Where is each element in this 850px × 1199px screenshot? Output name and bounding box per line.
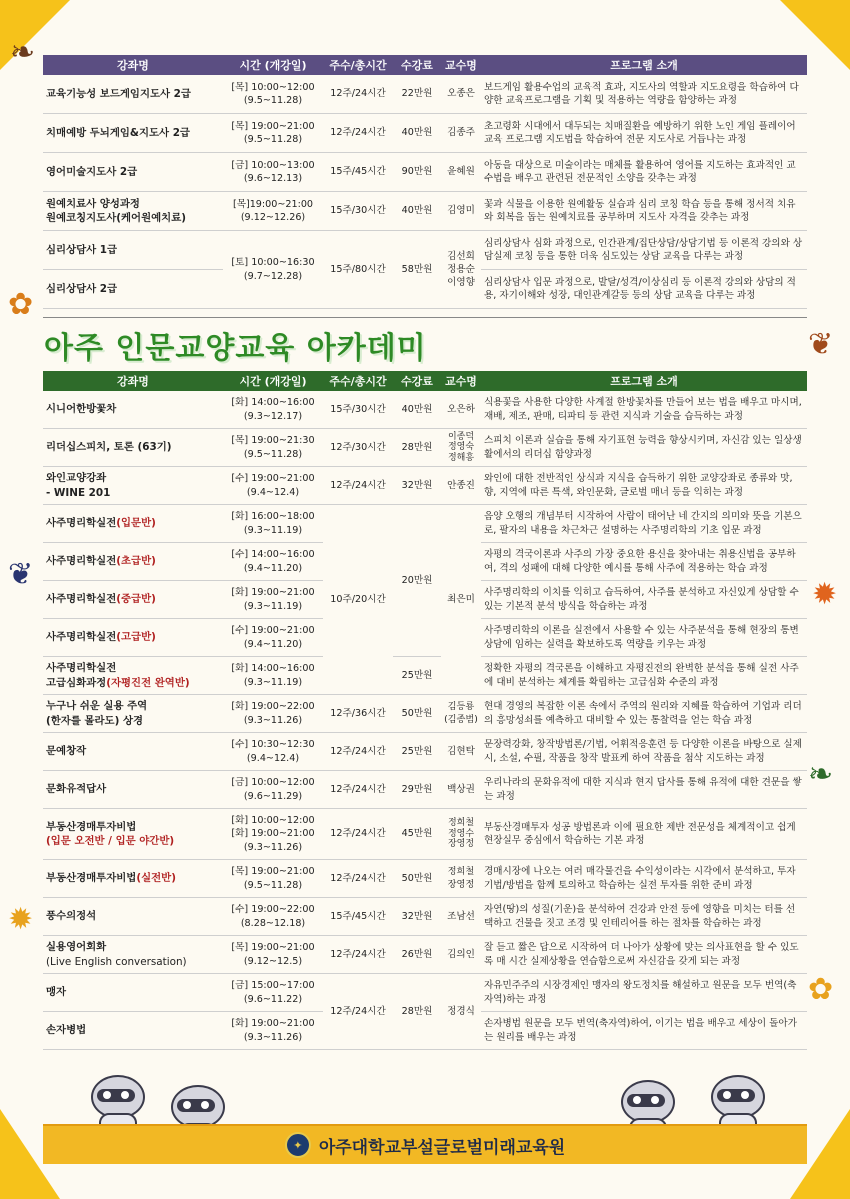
course-desc: 자평의 격국이론과 사주의 가장 중요한 용신을 찾아내는 취용신법을 공부하여, 격의 성패에 대해 다양한 예시를 통해 사주에 적용하는 학습 과정 xyxy=(481,543,807,581)
col-header: 프로그램 소개 xyxy=(481,55,807,75)
course-time: [토] 10:00~16:30 (9.7~12.28) xyxy=(223,231,323,309)
course-prof: 조남선 xyxy=(441,898,481,936)
course-desc: 초고령화 시대에서 대두되는 치매질환을 예방하기 위한 노인 게임 플레이어 교육 프로그램 지도법을 학습하여 전문 지도사로 거듭나는 과정 xyxy=(481,114,807,153)
humanities-course-table xyxy=(43,371,807,1050)
course-time: [목] 19:00~21:00 (9.12~12.5) xyxy=(223,936,323,974)
table-row xyxy=(43,695,807,733)
table-row xyxy=(43,657,807,695)
course-fee: 32만원 xyxy=(393,898,441,936)
course-fee: 32만원 xyxy=(393,467,441,505)
table-row xyxy=(43,809,807,860)
course-prof: 김등룡 (김종범) xyxy=(441,695,481,733)
course-name: 심리상담사 2급 xyxy=(43,270,223,309)
course-prof: 안종진 xyxy=(441,467,481,505)
table-row xyxy=(43,192,807,231)
certificate-course-table xyxy=(43,55,807,309)
course-prof: 정희철 장영정 xyxy=(441,860,481,898)
course-weeks: 15주/30시간 xyxy=(323,192,393,231)
course-name: 사주명리학실전(입문반) xyxy=(43,505,223,543)
table-row xyxy=(43,898,807,936)
course-weeks: 12주/24시간 xyxy=(323,860,393,898)
col-header: 주수/총시간 xyxy=(323,371,393,391)
course-time: [목] 19:00~21:30 (9.5~11.28) xyxy=(223,429,323,467)
course-name: 사주명리학실전(초급반) xyxy=(43,543,223,581)
course-fee: 25만원 xyxy=(393,657,441,695)
course-prof: 이종덕 정영숙 정해흥 xyxy=(441,429,481,467)
footer-banner xyxy=(43,1124,807,1164)
course-weeks: 12주/36시간 xyxy=(323,695,393,733)
course-time: [수] 19:00~21:00 (9.4~12.4) xyxy=(223,467,323,505)
university-seal-icon: ✦ xyxy=(285,1132,311,1158)
course-name: 교육기능성 보드게임지도사 2급 xyxy=(43,75,223,114)
course-time: [목] 19:00~21:00 (9.5~11.28) xyxy=(223,860,323,898)
course-name: 부동산경매투자비법 (입문 오전반 / 입문 야간반) xyxy=(43,809,223,860)
course-weeks: 15주/45시간 xyxy=(323,898,393,936)
course-weeks: 15주/30시간 xyxy=(323,391,393,429)
table-row xyxy=(43,974,807,1012)
leaf-icon: ❦ xyxy=(8,557,34,592)
course-name: 사주명리학실전(고급반) xyxy=(43,619,223,657)
course-time: [화] 14:00~16:00 (9.3~11.19) xyxy=(223,657,323,695)
table-row xyxy=(43,391,807,429)
course-weeks: 12주/24시간 xyxy=(323,733,393,771)
col-header: 프로그램 소개 xyxy=(481,371,807,391)
col-header: 시간 (개강일) xyxy=(223,371,323,391)
course-name: 손자병법 xyxy=(43,1012,223,1050)
course-prof: 오은하 xyxy=(441,391,481,429)
course-desc: 손자병법 원문을 모두 번역(축자역)하여, 이기는 법을 배우고 세상이 돌아가는 원리를 배우는 과정 xyxy=(481,1012,807,1050)
course-time: [수] 14:00~16:00 (9.4~11.20) xyxy=(223,543,323,581)
table-row xyxy=(43,153,807,192)
course-desc: 자연(땅)의 성질(기운)을 분석하여 건강과 안전 등에 영향을 미치는 터를 선택하고 건물을 짓고 조경 및 인테리어를 하는 절차를 학습하는 과정 xyxy=(481,898,807,936)
course-desc: 우리나라의 문화유적에 대한 지식과 현지 답사를 통해 유적에 대한 견문을 쌓는 과정 xyxy=(481,771,807,809)
course-name: 부동산경매투자비법(실전반) xyxy=(43,860,223,898)
course-prof: 김종주 xyxy=(441,114,481,153)
course-desc: 경매시장에 나오는 여러 매각물건을 수익성이라는 시각에서 분석하고, 투자기법/방법을 함께 토의하고 학습하는 실전 투자를 위한 준비 과정 xyxy=(481,860,807,898)
course-time: [금] 15:00~17:00 (9.6~11.22) xyxy=(223,974,323,1012)
table-row xyxy=(43,231,807,270)
course-time: [화] 16:00~18:00 (9.3~11.19) xyxy=(223,505,323,543)
course-name: 누구나 쉬운 실용 주역 (한자를 몰라도) 상경 xyxy=(43,695,223,733)
course-fee: 25만원 xyxy=(393,733,441,771)
course-prof: 김현탁 xyxy=(441,733,481,771)
col-header: 주수/총시간 xyxy=(323,55,393,75)
course-desc: 심리상담사 심화 과정으로, 인간관계/집단상담/상담기법 등 이론적 강의와 상담실제 코칭 등을 통한 더욱 심도있는 상담 교육을 다루는 과정 xyxy=(481,231,807,270)
leaf-icon: ✹ xyxy=(8,902,34,937)
course-time: [목] 19:00~21:00 (9.5~11.28) xyxy=(223,114,323,153)
table-row xyxy=(43,936,807,974)
course-name: 문예창작 xyxy=(43,733,223,771)
table-row xyxy=(43,429,807,467)
course-desc: 식용꽃을 사용한 다양한 사계절 한방꽃차를 만들어 보는 법을 배우고 마시며, 재배, 제조, 판매, 티파티 등 관련 지식과 기술을 습득하는 과정 xyxy=(481,391,807,429)
course-desc: 보드게임 활용수업의 교육적 효과, 지도사의 역할과 지도요령을 학습하여 다양한 교육프로그램을 기획 및 적용하는 역량을 함양하는 과정 xyxy=(481,75,807,114)
course-desc: 자유민주주의 시장경제인 맹자의 왕도정치를 해설하고 원문을 모두 번역(축자역)하는 과정 xyxy=(481,974,807,1012)
course-fee: 40만원 xyxy=(393,114,441,153)
course-prof: 김영미 xyxy=(441,192,481,231)
course-fee: 40만원 xyxy=(393,391,441,429)
course-time: [금] 10:00~12:00 (9.6~11.29) xyxy=(223,771,323,809)
course-time: [화] 14:00~16:00 (9.3~12.17) xyxy=(223,391,323,429)
course-desc: 잘 듣고 짧은 답으로 시작하여 더 나아가 상황에 맞는 의사표현을 할 수 있도록 매 시간 실제상황을 연습함으로써 자신감을 갖게 되는 과정 xyxy=(481,936,807,974)
course-time: [목]19:00~21:00 (9.12~12.26) xyxy=(223,192,323,231)
course-desc: 사주명리학의 이치를 익히고 습득하여, 사주를 분석하고 자신있게 상담할 수 있는 기본적 분석 방식을 학습하는 과정 xyxy=(481,581,807,619)
leaf-icon: ✿ xyxy=(8,287,34,322)
leaf-icon: ❦ xyxy=(808,327,834,362)
course-weeks: 12주/24시간 xyxy=(323,75,393,114)
course-weeks: 12주/24시간 xyxy=(323,974,393,1050)
table-row xyxy=(43,733,807,771)
course-desc: 문장력강화, 창작방법론/기법, 어휘적응훈련 등 다양한 이론을 바탕으로 실제 시, 소설, 수필, 작품을 창작 발표케 하여 작품을 첨삭 지도하는 과정 xyxy=(481,733,807,771)
course-desc: 음양 오행의 개념부터 시작하여 사람이 태어난 네 간지의 의미와 뜻을 기본으로, 팔자의 내용을 차근차근 설명하는 사주명리학의 기초 입문 과정 xyxy=(481,505,807,543)
course-name: 맹자 xyxy=(43,974,223,1012)
course-weeks: 12주/24시간 xyxy=(323,114,393,153)
course-weeks: 12주/24시간 xyxy=(323,936,393,974)
leaf-icon: ✿ xyxy=(808,972,834,1007)
course-name: 사주명리학실전 고급심화과정(자평진전 완역반) xyxy=(43,657,223,695)
course-weeks: 12주/24시간 xyxy=(323,771,393,809)
course-time: [수] 19:00~22:00 (8.28~12.18) xyxy=(223,898,323,936)
course-fee: 50만원 xyxy=(393,860,441,898)
course-prof: 오종은 xyxy=(441,75,481,114)
divider xyxy=(43,317,807,318)
institution-name: 아주대학교부설글로벌미래교육원 xyxy=(318,1137,566,1158)
course-weeks: 15주/45시간 xyxy=(323,153,393,192)
course-name: 사주명리학실전(중급반) xyxy=(43,581,223,619)
table-row xyxy=(43,114,807,153)
course-fee: 40만원 xyxy=(393,192,441,231)
table-row xyxy=(43,771,807,809)
course-weeks: 10주/20시간 xyxy=(323,505,393,695)
course-desc: 아동을 대상으로 미술이라는 매체를 활용하여 영어를 지도하는 효과적인 교수법을 배우고 관련된 전문적인 소양을 갖추는 과정 xyxy=(481,153,807,192)
course-desc: 사주명리학의 이론을 실전에서 사용할 수 있는 사주분석을 통해 현장의 통변 상담에 임하는 실력을 확보하도록 역량을 키우는 과정 xyxy=(481,619,807,657)
course-desc: 와인에 대한 전반적인 상식과 지식을 습득하기 위한 교양강좌로 종류와 맛, 향, 지역에 따른 특색, 와인문화, 글로벌 매너 등을 익히는 과정 xyxy=(481,467,807,505)
col-header: 시간 (개강일) xyxy=(223,55,323,75)
course-name: 문화유적답사 xyxy=(43,771,223,809)
course-fee: 45만원 xyxy=(393,809,441,860)
col-header: 강좌명 xyxy=(43,371,223,391)
course-name: 리더십스피치, 토론 (63기) xyxy=(43,429,223,467)
course-desc: 현대 경영의 복잡한 이론 속에서 주역의 원리와 지혜를 학습하여 기업과 리더의 흥망성쇠를 예측하고 대비할 수 있는 통찰력을 얻는 학습 과정 xyxy=(481,695,807,733)
course-desc: 심리상담사 입문 과정으로, 발달/성격/이상심리 등 이론적 강의와 상담의 적용, 자기이해와 성장, 대인관계갈등 등의 상담 교육을 다루는 과정 xyxy=(481,270,807,309)
course-weeks: 12주/24시간 xyxy=(323,467,393,505)
course-name: 실용영어회화 (Live English conversation) xyxy=(43,936,223,974)
course-prof: 윤혜원 xyxy=(441,153,481,192)
course-name: 시니어한방꽃차 xyxy=(43,391,223,429)
course-time: [화] 19:00~22:00 (9.3~11.26) xyxy=(223,695,323,733)
col-header: 교수명 xyxy=(441,371,481,391)
course-weeks: 12주/30시간 xyxy=(323,429,393,467)
table-row xyxy=(43,467,807,505)
leaf-icon: ❧ xyxy=(10,35,36,70)
course-desc: 꽃과 식물을 이용한 원예활동 실습과 심리 코칭 학습 등을 통해 정서적 치유와 회복을 돕는 원예치료를 공부하며 지도사 자격을 갖추는 과정 xyxy=(481,192,807,231)
course-prof: 최은미 xyxy=(441,505,481,695)
course-time: [화] 19:00~21:00 (9.3~11.26) xyxy=(223,1012,323,1050)
course-fee: 22만원 xyxy=(393,75,441,114)
course-name: 치매예방 두뇌게임&지도사 2급 xyxy=(43,114,223,153)
section-heading: 아주 인문교양교육 아카데미 xyxy=(44,331,427,366)
course-time: [화] 19:00~21:00 (9.3~11.19) xyxy=(223,581,323,619)
table-row xyxy=(43,860,807,898)
course-prof: 정희철 정영수 장영정 xyxy=(441,809,481,860)
col-header: 교수명 xyxy=(441,55,481,75)
course-name: 심리상담사 1급 xyxy=(43,231,223,270)
course-name: 원예치료사 양성과정 원예코칭지도사(케어원예치료) xyxy=(43,192,223,231)
course-time: [금] 10:00~13:00 (9.6~12.13) xyxy=(223,153,323,192)
course-fee: 50만원 xyxy=(393,695,441,733)
col-header: 수강료 xyxy=(393,371,441,391)
course-name: 풍수의정석 xyxy=(43,898,223,936)
course-fee: 58만원 xyxy=(393,231,441,309)
col-header: 수강료 xyxy=(393,55,441,75)
course-fee: 28만원 xyxy=(393,974,441,1050)
course-fee: 26만원 xyxy=(393,936,441,974)
course-fee: 90만원 xyxy=(393,153,441,192)
course-prof: 김선희 정용순 이영향 xyxy=(441,231,481,309)
course-time: [화] 10:00~12:00 [화] 19:00~21:00 (9.3~11.26) xyxy=(223,809,323,860)
course-fee: 29만원 xyxy=(393,771,441,809)
course-desc: 부동산경매투자 성공 방법론과 이에 필요한 제반 전문성을 체계적이고 쉽게 현장실무 중심에서 학습하는 기본 과정 xyxy=(481,809,807,860)
course-time: [목] 10:00~12:00 (9.5~11.28) xyxy=(223,75,323,114)
leaf-icon: ✹ xyxy=(812,577,838,612)
course-prof: 정경식 xyxy=(441,974,481,1050)
course-time: [수] 10:30~12:30 (9.4~12.4) xyxy=(223,733,323,771)
course-prof: 백상권 xyxy=(441,771,481,809)
course-weeks: 12주/24시간 xyxy=(323,809,393,860)
course-desc: 스피치 이론과 실습을 통해 자기표현 능력을 향상시키며, 자신감 있는 일상생활에서의 리더십 함양과정 xyxy=(481,429,807,467)
course-weeks: 15주/80시간 xyxy=(323,231,393,309)
course-prof: 김의인 xyxy=(441,936,481,974)
table-row xyxy=(43,75,807,114)
col-header: 강좌명 xyxy=(43,55,223,75)
table-row xyxy=(43,505,807,543)
course-name: 와인교양강좌 - WINE 201 xyxy=(43,467,223,505)
course-time: [수] 19:00~21:00 (9.4~11.20) xyxy=(223,619,323,657)
course-desc: 정확한 자평의 격국론을 이해하고 자평진전의 완벽한 분석을 통해 실전 사주에 대비 분석하는 체계를 확립하는 고급심화 수준의 과정 xyxy=(481,657,807,695)
leaf-icon: ❧ xyxy=(808,757,834,792)
course-name: 영어미술지도사 2급 xyxy=(43,153,223,192)
course-fee: 20만원 xyxy=(393,505,441,657)
course-fee: 28만원 xyxy=(393,429,441,467)
